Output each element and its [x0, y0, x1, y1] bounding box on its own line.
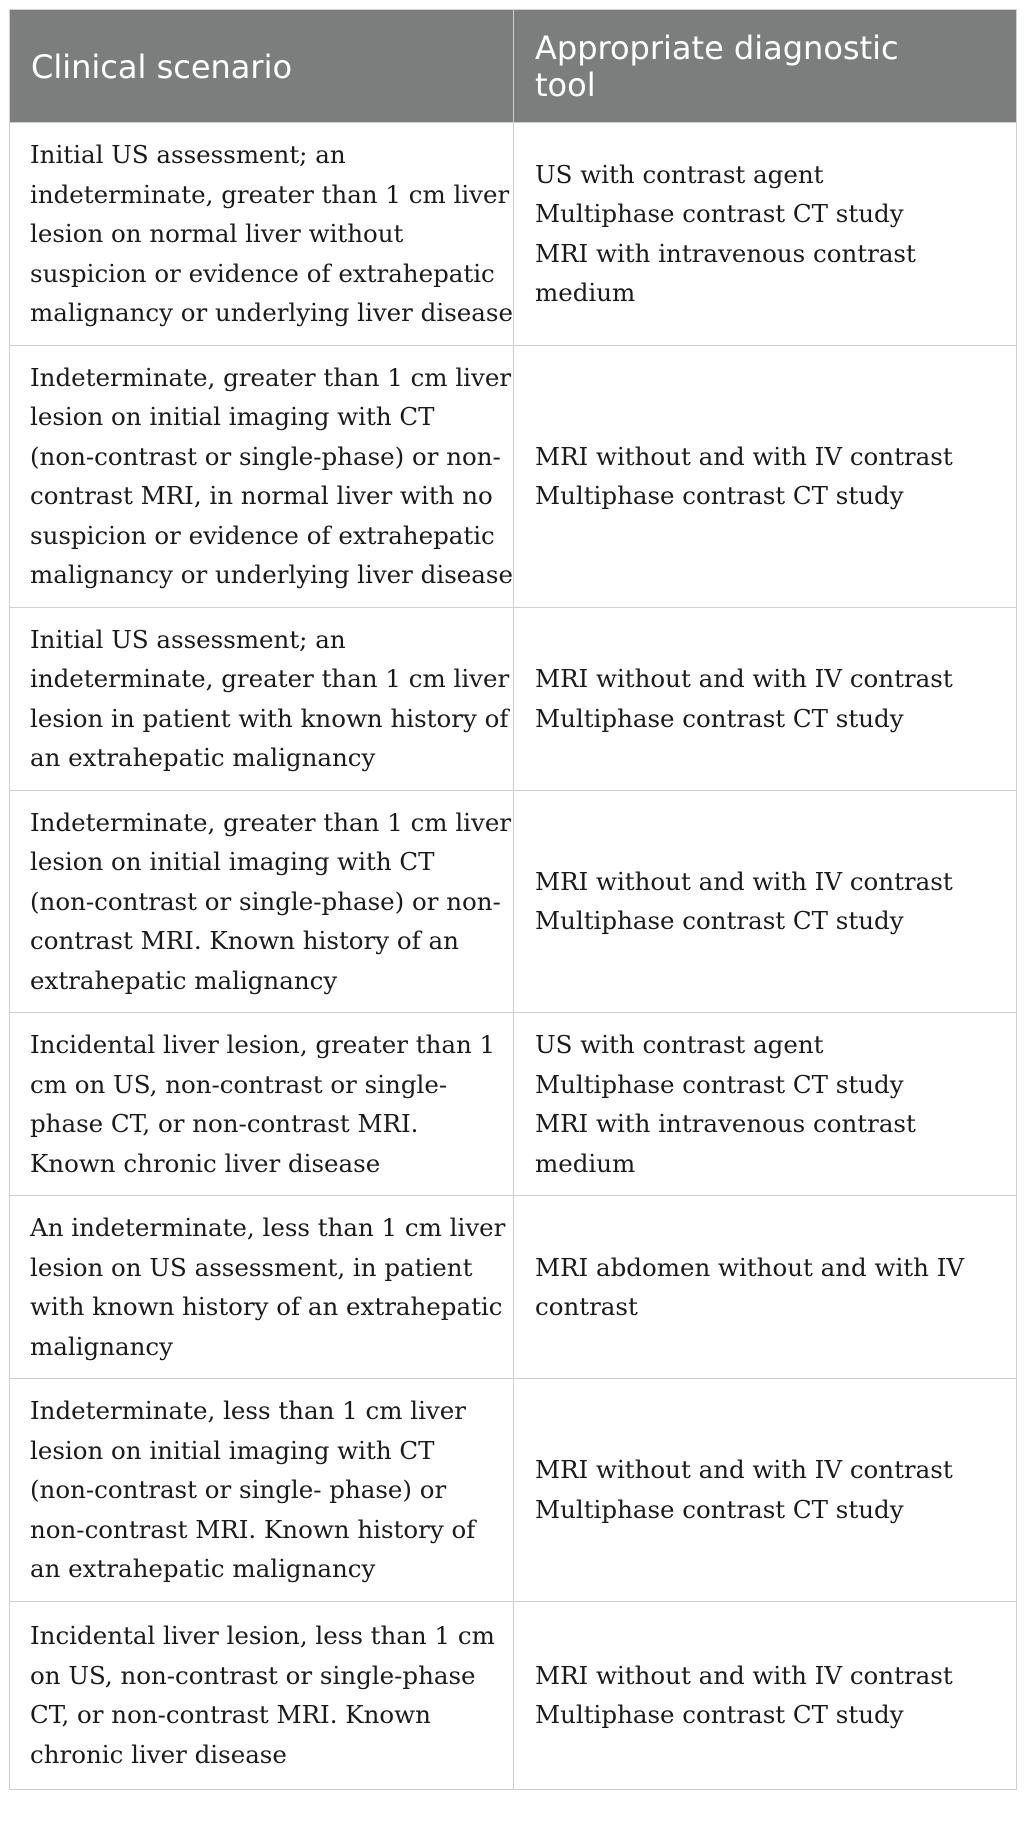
header-clinical-scenario — [10, 10, 514, 123]
clinical-scenario-cell — [10, 790, 514, 1013]
header-diagnostic-tool — [514, 10, 1017, 123]
diagnostic-tool-cell — [514, 1196, 1017, 1379]
scenario-text-line: (non-contrast or single-phase) or non- — [30, 886, 501, 916]
table-row — [10, 1601, 1017, 1789]
tool-text-line: Multiphase contrast CT study — [535, 1069, 904, 1099]
scenario-text-line: Initial US assessment; an — [30, 624, 346, 654]
clinical-scenario-cell — [10, 1379, 514, 1602]
tool-text-line: medium — [535, 278, 636, 308]
tool-text-line: US with contrast agent — [535, 1030, 824, 1059]
scenario-text-line: Indeterminate, greater than 1 cm liver — [30, 362, 512, 392]
clinical-scenario-cell — [10, 345, 514, 607]
tool-text-line: Multiphase contrast CT study — [535, 1700, 904, 1729]
table-row — [10, 345, 1017, 607]
table-row — [10, 1196, 1017, 1379]
scenario-text-line: lesion on initial imaging with CT — [30, 1435, 435, 1465]
scenario-text-line: lesion in patient with known history of — [30, 703, 509, 733]
table-body — [10, 123, 1017, 1790]
tool-text-line: MRI with intravenous contrast — [535, 1109, 916, 1138]
scenario-text-line: (non-contrast or single- phase) or — [30, 1475, 447, 1504]
tool-text-line: MRI without and with IV contrast — [535, 1660, 953, 1690]
scenario-text-line: on US, non-contrast or single-phase — [30, 1660, 476, 1690]
tool-text-line: MRI without and with IV contrast — [535, 866, 953, 896]
scenario-text-line: Indeterminate, less than 1 cm liver — [30, 1396, 466, 1425]
scenario-text-line: (non-contrast or single-phase) or non- — [30, 441, 501, 471]
table-row — [10, 607, 1017, 790]
tool-text-line: Multiphase contrast CT study — [535, 199, 904, 229]
scenario-text-line: cm on US, non-contrast or single- — [30, 1069, 448, 1099]
scenario-text-line: extrahepatic malignancy — [30, 965, 338, 995]
scenario-text-line: indeterminate, greater than 1 cm liver — [30, 664, 510, 693]
tool-text-line: Multiphase contrast CT study — [535, 906, 904, 936]
diagnostic-table-container — [9, 9, 1016, 1790]
tool-text-line: Multiphase contrast CT study — [535, 703, 904, 733]
clinical-scenario-cell — [10, 1013, 514, 1196]
clinical-scenario-cell — [10, 1601, 514, 1789]
scenario-text-line: Known chronic liver disease — [30, 1148, 381, 1178]
diagnostic-tool-cell — [514, 345, 1017, 607]
scenario-text-line: lesion on initial imaging with CT — [30, 402, 435, 431]
scenario-text-line: malignancy or underlying liver disease — [30, 560, 513, 589]
tool-text-line: MRI without and with IV contrast — [535, 441, 953, 471]
scenario-text-line: indeterminate, greater than 1 cm liver — [30, 179, 510, 209]
scenario-text-line: malignancy — [30, 1331, 173, 1361]
diagnostic-tool-cell — [514, 1379, 1017, 1602]
clinical-scenario-cell — [10, 607, 514, 790]
tool-text-line: Multiphase contrast CT study — [535, 481, 904, 510]
header-line: Clinical scenario — [31, 47, 293, 86]
tool-text-line: Multiphase contrast CT study — [535, 1494, 904, 1524]
diagnostic-tool-cell — [514, 607, 1017, 790]
scenario-text-line: with known history of an extrahepatic — [30, 1292, 503, 1321]
clinical-scenario-cell — [10, 123, 514, 346]
tool-text-line: MRI without and with IV contrast — [535, 1455, 953, 1485]
diagnostic-tool-cell — [514, 1013, 1017, 1196]
diagnostic-tool-cell — [514, 123, 1017, 346]
scenario-text-line: an extrahepatic malignancy — [30, 743, 376, 772]
scenario-text-line: chronic liver disease — [30, 1739, 287, 1769]
scenario-text-line: Indeterminate, greater than 1 cm liver — [30, 807, 512, 837]
scenario-text-line: non-contrast MRI. Known history of — [30, 1514, 476, 1544]
scenario-text-line: malignancy or underlying liver disease — [30, 298, 513, 327]
tool-text-line: MRI without and with IV contrast — [535, 664, 953, 693]
scenario-text-line: suspicion or evidence of extrahepatic — [30, 258, 495, 288]
table-row — [10, 123, 1017, 346]
diagnostic-tool-cell — [514, 790, 1017, 1013]
header-line: tool — [535, 66, 596, 104]
scenario-text-line: lesion on US assessment, in patient — [30, 1252, 473, 1282]
clinical-scenario-cell — [10, 1196, 514, 1379]
scenario-text-line: Incidental liver lesion, greater than 1 — [30, 1030, 496, 1059]
tool-text-line: medium — [535, 1148, 636, 1178]
scenario-text-line: contrast MRI, in normal liver with no — [30, 481, 493, 510]
diagnostic-tool-cell — [514, 1601, 1017, 1789]
scenario-text-line: Incidental liver lesion, less than 1 cm — [30, 1621, 495, 1650]
scenario-text-line: suspicion or evidence of extrahepatic — [30, 520, 495, 550]
scenario-text-line: phase CT, or non-contrast MRI. — [30, 1109, 419, 1138]
scenario-text-line: An indeterminate, less than 1 cm liver — [30, 1213, 506, 1242]
table-row — [10, 1379, 1017, 1602]
tool-text-line: MRI with intravenous contrast — [535, 238, 916, 268]
scenario-text-line: lesion on initial imaging with CT — [30, 847, 435, 876]
scenario-text-line: an extrahepatic malignancy — [30, 1554, 376, 1583]
diagnostic-table — [9, 9, 1017, 1790]
table-row — [10, 1013, 1017, 1196]
table-row — [10, 790, 1017, 1013]
tool-text-line: US with contrast agent — [535, 159, 824, 189]
scenario-text-line: lesion on normal liver without — [30, 219, 404, 248]
tool-text-line: contrast — [535, 1292, 638, 1321]
scenario-text-line: CT, or non-contrast MRI. Known — [30, 1700, 431, 1729]
scenario-text-line: Initial US assessment; an — [30, 140, 346, 169]
scenario-text-line: contrast MRI. Known history of an — [30, 926, 459, 955]
header-line: Appropriate diagnostic — [535, 29, 899, 67]
tool-text-line: MRI abdomen without and with IV — [535, 1252, 965, 1282]
table-header-row — [10, 10, 1017, 123]
